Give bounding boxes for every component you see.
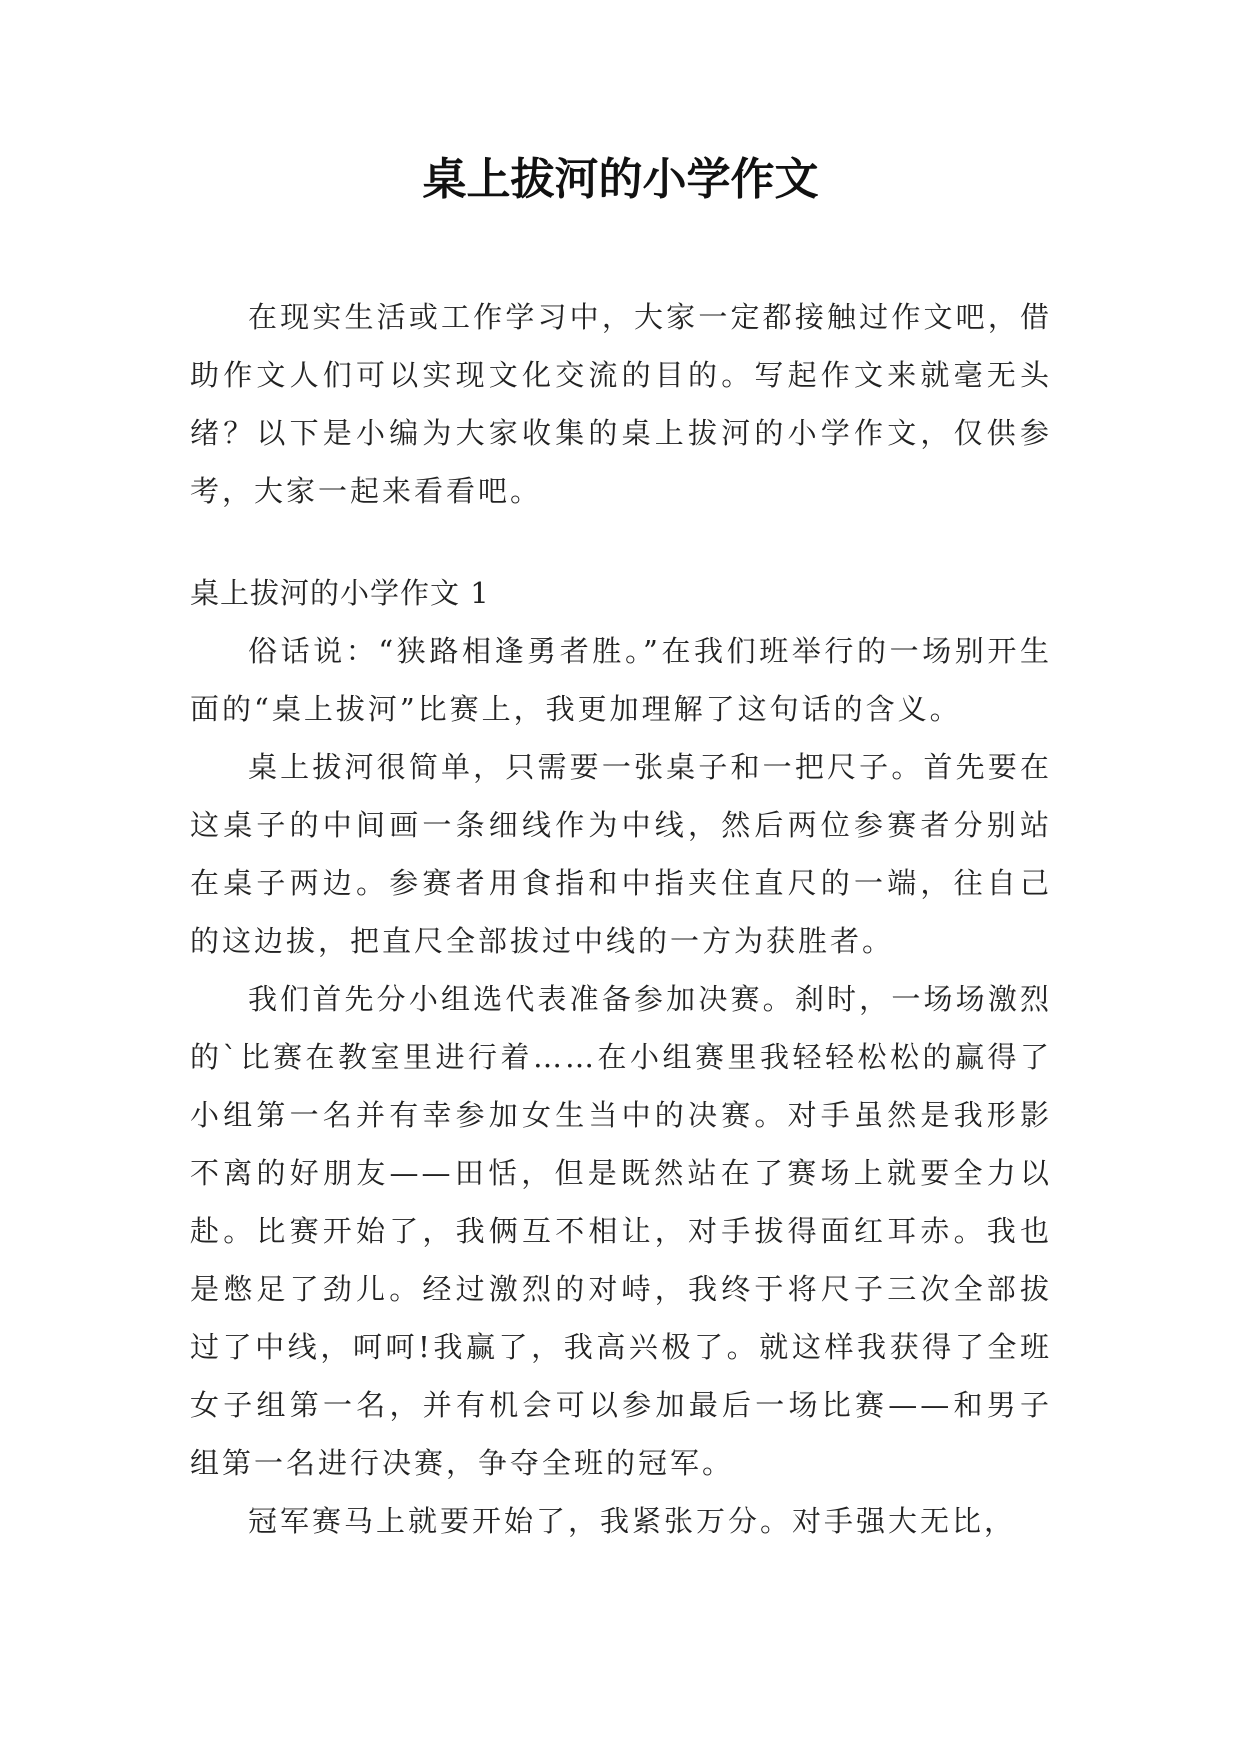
paragraph: 冠军赛马上就要开始了，我紧张万分。对手强大无比， xyxy=(248,1504,1017,1538)
section-heading: 桌上拔河的小学作文 1 xyxy=(190,576,490,610)
intro-paragraph: 在现实生活或工作学习中，大家一定都接触过作文吧，借助作文人们可以实现文化交流的目的。写起作文来就毫无头绪？以下是小编为大家收集的桌上拔河的小学作文，仅供参考，大家一起来看看吧。 xyxy=(190,300,1052,508)
paragraph: 桌上拔河很简单，只需要一张桌子和一把尺子。首先要在这桌子的中间画一条细线作为中线，然后两位参赛者分别站在桌子两边。参赛者用食指和中指夹住直尺的一端，往自己的这边拔，把直尺全部拔过中线的一方为获胜者。 xyxy=(190,750,1052,958)
document-title: 桌上拔河的小学作文 xyxy=(422,154,819,205)
document-body xyxy=(190,288,1052,1550)
paragraph: 俗话说：“狭路相逢勇者胜。”在我们班举行的一场别开生面的“桌上拔河”比赛上，我更加理解了这句话的含义。 xyxy=(190,634,1052,726)
paragraph: 我们首先分小组选代表准备参加决赛。刹时，一场场激烈的`比赛在教室里进行着……在小组赛里我轻轻松松的赢得了小组第一名并有幸参加女生当中的决赛。对手虽然是我形影不离的好朋友——田恬，但是既然站在了赛场上就要全力以赴。比赛开始了，我俩互不相让，对手拔得面红耳赤。我也是憋足了劲儿。经过激烈的对峙，我终于将尺子三次全部拔过了中线，呵呵!我赢了，我高兴极了。就这样我获得了全班女子组第一名，并有机会可以参加最后一场比赛——和男子组第一名进行决赛，争夺全班的冠军。 xyxy=(190,982,1052,1480)
